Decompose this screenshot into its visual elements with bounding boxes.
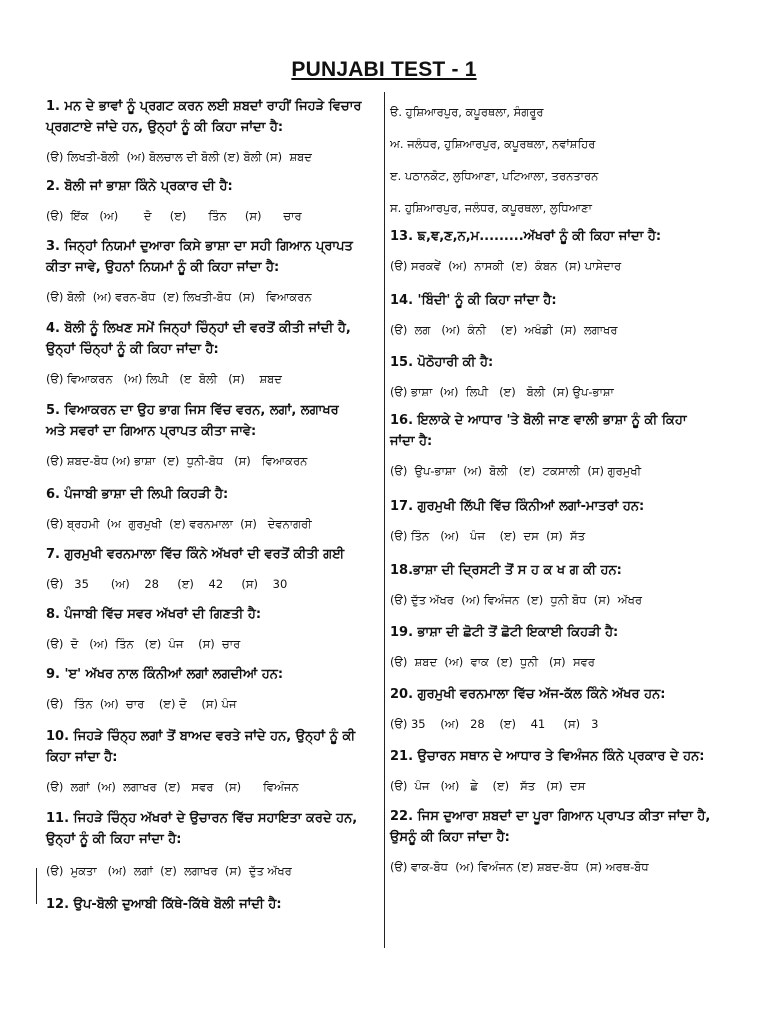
question-text: ਉਨ੍ਹਾਂ ਨੂੰ ਕੀ ਕਿਹਾ ਜਾਂਦਾ ਹੈ:: [46, 832, 182, 847]
question-8: [46, 604, 378, 664]
question-9: [46, 664, 378, 726]
question-text: 20. ਗੁਰਮੁਖੀ ਵਰਨਮਾਲਾ ਵਿੱਚ ਅੱਜ-ਕੱਲ ਕਿੰਨੇ ਅੱਖਰ ਹਨ:: [390, 687, 666, 702]
answer-options: (ੳ) ਲਗਾਂ (ਅ) ਲਗਾਖਰ (ੲ) ਸਵਰ (ਸ) ਵਿਅੰਜਨ: [46, 780, 299, 794]
answer-options: (ੳ) ਬ੍ਰਹਮੀ (ਅ ਗੁਰਮੁਖੀ (ੲ) ਵਰਨਮਾਲਾ (ਸ) ਦੇਵਨਾਗਰੀ: [46, 517, 312, 531]
question-2: [46, 176, 378, 236]
answer-options: (ੳ) ਦੁੱਤ ਅੱਖਰ (ਅ) ਵਿਅੰਜਨ (ੲ) ਧੁਨੀ ਬੋਧ (ਸ) ਅੱਖਰ: [390, 593, 643, 607]
answer-options: (ੳ) ਇੱਕ (ਅ) ਦੋ (ੲ) ਤਿੰਨ (ਸ) ਚਾਰ: [46, 209, 302, 223]
question-text: 12. ਉਪ-ਬੋਲੀ ਦੁਆਬੀ ਕਿੱਥੇ-ਕਿੱਥੇ ਬੋਲੀ ਜਾਂਦੀ ਹੈ:: [46, 897, 282, 912]
question-text: 11. ਜਿਹੜੇ ਚਿੰਨ੍ਹ ਅੱਖਰਾਂ ਦੇ ਉਚਾਰਨ ਵਿੱਚ ਸਹਾਇਤਾ ਕਰਦੇ ਹਨ,: [46, 811, 358, 826]
question-15: [390, 352, 730, 410]
question-text: 1. ਮਨ ਦੇ ਭਾਵਾਂ ਨੂੰ ਪ੍ਰਗਟ ਕਰਨ ਲਈ ਸ਼ਬਦਾਂ ਰਾਹੀਂ ਜਿਹੜੇ ਵਿਚਾਰ: [46, 99, 362, 114]
answer-options: (ੳ) 35 (ਅ) 28 (ੲ) 42 (ਸ) 30: [46, 577, 288, 591]
question-22: [390, 806, 730, 876]
answer-options: (ੳ) ਬੋਲੀ (ਅ) ਵਰਨ-ਬੋਧ (ੲ) ਲਿਖਤੀ-ਬੋਧ (ਸ) ਵਿਆਕਰਨ: [46, 290, 312, 304]
question-10: [46, 726, 378, 808]
answer-options: (ੳ) ਤਿੰਨ (ਅ) ਚਾਰ (ੲ) ਦੋ (ਸ) ਪੰਜ: [46, 697, 237, 711]
question-20: [390, 684, 730, 746]
question-14: [390, 290, 730, 352]
answer-options: (ੳ) ਮੁਕਤਾ (ਅ) ਲਗਾਂ (ੲ) ਲਗਾਖਰ (ਸ) ਦੁੱਤ ਅੱਖਰ: [46, 864, 292, 878]
question-7: [46, 544, 378, 604]
answer-options: (ੳ) ਸ਼ਬਦ-ਬੋਧ (ਅ) ਭਾਸ਼ਾ (ੲ) ਧੁਨੀ-ਬੋਧ (ਸ) ਵਿਆਕਰਨ: [46, 454, 308, 468]
question-12-answers: [390, 96, 730, 226]
question-text: 16. ਇਲਾਕੇ ਦੇ ਆਧਾਰ 'ਤੇ ਬੋਲੀ ਜਾਣ ਵਾਲੀ ਭਾਸ਼ਾ ਨੂੰ ਕੀ ਕਿਹਾ: [390, 413, 687, 428]
question-19: [390, 622, 730, 684]
question-21: [390, 746, 730, 806]
question-text: ਜਾਂਦਾ ਹੈ:: [390, 434, 433, 449]
question-text: ਉਨ੍ਹਾਂ ਚਿੰਨ੍ਹਾਂ ਨੂੰ ਕੀ ਕਿਹਾ ਜਾਂਦਾ ਹੈ:: [46, 342, 219, 357]
question-text: 8. ਪੰਜਾਬੀ ਵਿੱਚ ਸਵਰ ਅੱਖਰਾਂ ਦੀ ਗਿਣਤੀ ਹੈ:: [46, 607, 262, 622]
answer-options: (ੳ) ਉਪ-ਭਾਸ਼ਾ (ਅ) ਬੋਲੀ (ੲ) ਟਕਸਾਲੀ (ਸ) ਗੁਰਮੁਖੀ: [390, 464, 642, 478]
answer-options: (ੳ) ਵਾਕ-ਬੋਧ (ਅ) ਵਿਅੰਜਨ (ੲ) ਸ਼ਬਦ-ਬੋਧ (ਸ) ਅਰਥ-ਬੋਧ: [390, 860, 649, 874]
answer-options: (ੳ) ਭਾਸ਼ਾ (ਅ) ਲਿਪੀ (ੲ) ਬੋਲੀ (ਸ) ਉਪ-ਭਾਸ਼ਾ: [390, 385, 614, 399]
question-12: [46, 894, 378, 915]
question-text: ਅਤੇ ਸਵਰਾਂ ਦਾ ਗਿਆਨ ਪ੍ਰਾਪਤ ਕੀਤਾ ਜਾਵੇ:: [46, 424, 257, 439]
answer-options: (ੳ) ਸ਼ਬਦ (ਅ) ਵਾਕ (ੲ) ਧੁਨੀ (ਸ) ਸਵਰ: [390, 655, 595, 669]
question-text: 14. 'ਬਿੰਦੀ' ਨੂੰ ਕੀ ਕਿਹਾ ਜਾਂਦਾ ਹੈ:: [390, 293, 557, 308]
question-text: 7. ਗੁਰਮੁਖੀ ਵਰਨਮਾਲਾ ਵਿੱਚ ਕਿੰਨੇ ਅੱਖਰਾਂ ਦੀ ਵਰਤੋਂ ਕੀਤੀ ਗਈ: [46, 547, 345, 562]
question-text: 2. ਬੋਲੀ ਜਾਂ ਭਾਸ਼ਾ ਕਿੰਨੇ ਪ੍ਰਕਾਰ ਦੀ ਹੈ:: [46, 179, 233, 194]
margin-mark: [36, 868, 37, 904]
column-divider: [384, 92, 385, 948]
answer-option: ਅ. ਜਲੰਧਰ, ਹੁਸ਼ਿਆਰਪੁਰ, ਕਪੂਰਥਲਾ, ਨਵਾਂਸ਼ਹਿਰ: [390, 137, 596, 151]
answer-options: (ੳ) ਸਰਕਵੇਂ (ਅ) ਨਾਸਕੀ (ੲ) ਕੰਬਨ (ਸ) ਪਾਸੇਦਾਰ: [390, 259, 622, 273]
answer-options: (ੳ) ਵਿਆਕਰਨ (ਅ) ਲਿਪੀ (ੲ ਬੋਲੀ (ਸ) ਸ਼ਬਦ: [46, 372, 282, 386]
question-text: ਉਸਨੂੰ ਕੀ ਕਿਹਾ ਜਾਂਦਾ ਹੈ:: [390, 830, 510, 845]
answer-options: (ੳ) ਲਗ (ਅ) ਕੰਨੀ (ੲ) ਅਖੰਡੀ (ਸ) ਲਗਾਖਰ: [390, 323, 618, 337]
answer-option: ੲ. ਪਠਾਨਕੋਟ, ਲੁਧਿਆਣਾ, ਪਟਿਆਲਾ, ਤਰਨਤਾਰਨ: [390, 169, 599, 183]
question-text: ਕਿਹਾ ਜਾਂਦਾ ਹੈ:: [46, 750, 118, 765]
answer-options: (ੳ) ਤਿੰਨ (ਅ) ਪੰਜ (ੲ) ਦਸ (ਸ) ਸੱਤ: [390, 529, 586, 543]
question-text: 4. ਬੋਲੀ ਨੂੰ ਲਿਖਣ ਸਮੇਂ ਜਿਨ੍ਹਾਂ ਚਿੰਨ੍ਹਾਂ ਦੀ ਵਰਤੋਂ ਕੀਤੀ ਜਾਂਦੀ ਹੈ,: [46, 321, 351, 336]
question-text: 5. ਵਿਆਕਰਨ ਦਾ ਉਹ ਭਾਗ ਜਿਸ ਵਿੱਚ ਵਰਨ, ਲਗਾਂ, ਲਗਾਖਰ: [46, 403, 339, 418]
page-title: PUNJABI TEST - 1: [291, 58, 477, 81]
question-text: 15. ਪੋਠੋਹਾਰੀ ਕੀ ਹੈ:: [390, 355, 494, 370]
question-16: [390, 410, 730, 496]
question-text: 6. ਪੰਜਾਬੀ ਭਾਸ਼ਾ ਦੀ ਲਿਪੀ ਕਿਹੜੀ ਹੈ:: [46, 487, 229, 502]
question-3: [46, 236, 378, 318]
question-text: 3. ਜਿਨ੍ਹਾਂ ਨਿਯਮਾਂ ਦੁਆਰਾ ਕਿਸੇ ਭਾਸ਼ਾ ਦਾ ਸਹੀ ਗਿਆਨ ਪ੍ਰਾਪਤ: [46, 239, 353, 254]
question-text: 18.ਭਾਸ਼ਾ ਦੀ ਦ੍ਰਿਸਟੀ ਤੋਂ ਸ ਹ ਕ ਖ ਗ ਕੀ ਹਨ:: [390, 563, 622, 578]
answer-option: ਸ. ਹੁਸ਼ਿਆਰਪੁਰ, ਜਲੰਧਰ, ਕਪੂਰਥਲਾ, ਲੁਧਿਆਣਾ: [390, 201, 592, 215]
question-text: ਪ੍ਰਗਟਾਏ ਜਾਂਦੇ ਹਨ, ਉਨ੍ਹਾਂ ਨੂੰ ਕੀ ਕਿਹਾ ਜਾਂਦਾ ਹੈ:: [46, 120, 284, 135]
answer-options: (ੳ) ਪੰਜ (ਅ) ਛੇ (ੲ) ਸੱਤ (ਸ) ਦਸ: [390, 779, 586, 793]
question-text: 21. ਉਚਾਰਨ ਸਥਾਨ ਦੇ ਆਧਾਰ ਤੇ ਵਿਅੰਜਨ ਕਿੰਨੇ ਪ੍ਰਕਾਰ ਦੇ ਹਨ:: [390, 749, 705, 764]
question-11: [46, 808, 378, 894]
question-text: 19. ਭਾਸ਼ਾ ਦੀ ਛੋਟੀ ਤੋਂ ਛੋਟੀ ਇਕਾਈ ਕਿਹੜੀ ਹੈ:: [390, 625, 619, 640]
answer-options: (ੳ) 35 (ਅ) 28 (ੲ) 41 (ਸ) 3: [390, 717, 599, 731]
question-text: 10. ਜਿਹੜੇ ਚਿੰਨ੍ਹ ਲਗਾਂ ਤੋਂ ਬਾਅਦ ਵਰਤੇ ਜਾਂਦੇ ਹਨ, ਉਨ੍ਹਾਂ ਨੂੰ ਕੀ: [46, 729, 356, 744]
answer-options: (ੳ) ਦੋ (ਅ) ਤਿੰਨ (ੲ) ਪੰਜ (ਸ) ਚਾਰ: [46, 637, 241, 651]
question-18: [390, 560, 730, 622]
question-13: [390, 226, 730, 290]
question-5: [46, 400, 378, 484]
question-text: 22. ਜਿਸ ਦੁਆਰਾ ਸ਼ਬਦਾਂ ਦਾ ਪੂਰਾ ਗਿਆਨ ਪ੍ਰਾਪਤ ਕੀਤਾ ਜਾਂਦਾ ਹੈ,: [390, 809, 711, 824]
question-text: 17. ਗੁਰਮੁਖੀ ਲਿੱਪੀ ਵਿੱਚ ਕਿੰਨੀਆਂ ਲਗਾਂ-ਮਾਤਰਾਂ ਹਨ:: [390, 499, 645, 514]
question-1: [46, 96, 378, 176]
left-column: [46, 96, 378, 915]
right-column: [390, 96, 730, 876]
answer-option: ੳ. ਹੁਸ਼ਿਆਰਪੁਰ, ਕਪੂਰਥਲਾ, ਸੰਗਰੂਰ: [390, 105, 544, 119]
question-text: 9. 'ੲ' ਅੱਖਰ ਨਾਲ ਕਿੰਨੀਆਂ ਲਗਾਂ ਲਗਦੀਆਂ ਹਨ:: [46, 667, 284, 682]
answer-options: (ੳ) ਲਿਖਤੀ-ਬੋਲੀ (ਅ) ਬੋਲਚਾਲ ਦੀ ਬੋਲੀ (ੲ) ਬੋਲੀ (ਸ) ਸ਼ਬਦ: [46, 150, 312, 164]
question-text: ਕੀਤਾ ਜਾਵੇ, ਉਹਨਾਂ ਨਿਯਮਾਂ ਨੂੰ ਕੀ ਕਿਹਾ ਜਾਂਦਾ ਹੈ:: [46, 260, 280, 275]
question-text: 13. ਙ,ਞ,ਣ,ਨ,ਮ.........ਅੱਖਰਾਂ ਨੂੰ ਕੀ ਕਿਹਾ ਜਾਂਦਾ ਹੈ:: [390, 229, 662, 244]
question-6: [46, 484, 378, 544]
question-17: [390, 496, 730, 560]
question-4: [46, 318, 378, 400]
